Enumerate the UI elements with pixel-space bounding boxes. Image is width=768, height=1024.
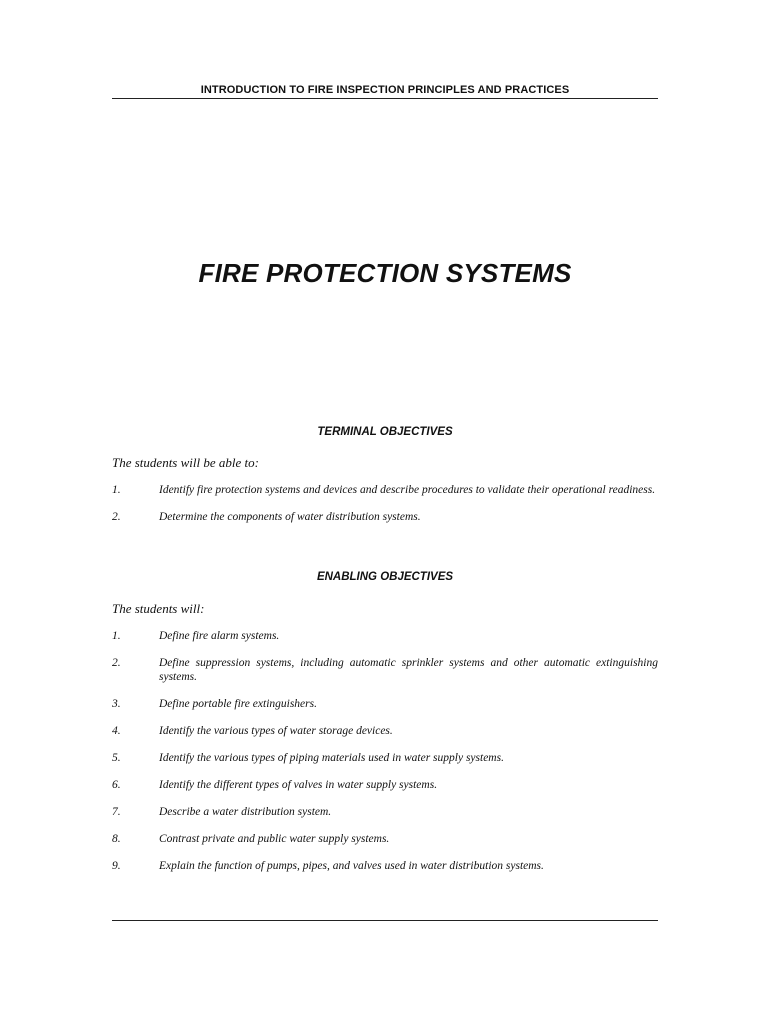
enabling-objective-item (112, 859, 658, 873)
objective-number: 9. (112, 860, 121, 872)
objective-number: 5. (112, 752, 121, 764)
enabling-objective-item (112, 656, 658, 684)
objective-text: Define portable fire extinguishers. (159, 698, 317, 710)
enabling-objective-item (112, 724, 658, 738)
objective-text: Identify the different types of valves in water supply systems. (159, 779, 438, 791)
enabling-objectives-intro: The students will: (112, 601, 205, 616)
objective-text: Describe a water distribution system. (159, 806, 332, 818)
objective-text: Contrast private and public water supply systems. (159, 833, 390, 845)
enabling-objective-item (112, 832, 658, 846)
enabling-objectives-list (112, 629, 658, 886)
enabling-objective-item (112, 805, 658, 819)
terminal-objectives-heading: TERMINAL OBJECTIVES (317, 426, 453, 438)
objective-number: 7. (112, 806, 121, 818)
enabling-objectives-heading: ENABLING OBJECTIVES (316, 571, 454, 583)
terminal-objectives-list (112, 483, 658, 537)
objective-text: Define fire alarm systems. (159, 630, 280, 642)
enabling-objective-item (112, 697, 658, 711)
page-title: FIRE PROTECTION SYSTEMS (198, 258, 572, 288)
objective-number: 2. (112, 657, 121, 669)
objective-number: 6. (112, 779, 121, 791)
objective-number: 2. (112, 511, 121, 523)
running-header: INTRODUCTION TO FIRE INSPECTION PRINCIPLES AND PRACTICES (200, 84, 570, 96)
objective-number: 3. (112, 698, 121, 710)
objective-text: Identify fire protection systems and devices and describe procedures to validate their operational readiness. (159, 484, 656, 496)
objective-text: Identify the various types of water storage devices. (159, 725, 393, 737)
objective-number: 1. (112, 630, 121, 642)
terminal-objectives-intro: The students will be able to: (112, 455, 259, 470)
footer-rule (112, 920, 658, 921)
header-rule (112, 98, 658, 99)
objective-text: Determine the components of water distribution systems. (159, 511, 421, 523)
enabling-objective-item (112, 778, 658, 792)
objective-number: 8. (112, 833, 121, 845)
objective-number: 1. (112, 484, 121, 496)
terminal-objective-item (112, 510, 658, 524)
objective-text: Define suppression systems, including automatic sprinkler systems and other automatic extinguishing systems. (159, 657, 658, 683)
objective-text: Explain the function of pumps, pipes, and valves used in water distribution systems. (159, 860, 544, 872)
enabling-objective-item (112, 629, 658, 643)
terminal-objective-item (112, 483, 658, 497)
objective-number: 4. (112, 725, 121, 737)
objective-text: Identify the various types of piping materials used in water supply systems. (159, 752, 504, 764)
enabling-objective-item (112, 751, 658, 765)
